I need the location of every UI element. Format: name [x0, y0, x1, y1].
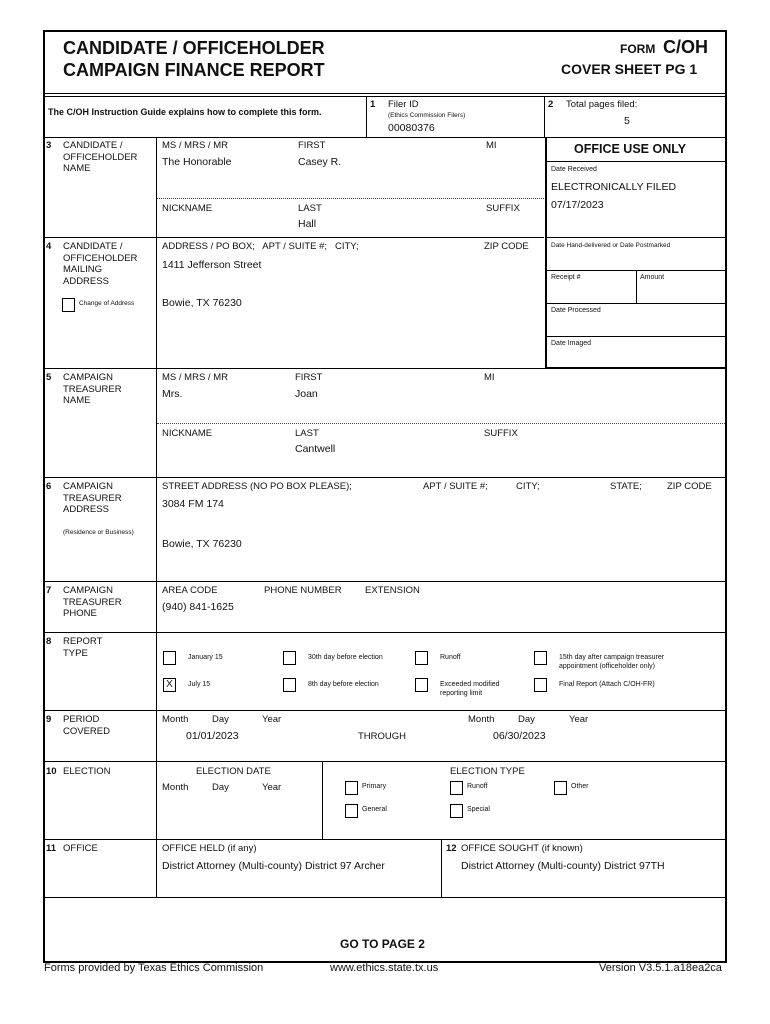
dotted-separator	[157, 423, 725, 424]
filer-col-line	[366, 96, 367, 137]
go-to-page-2: GO TO PAGE 2	[340, 937, 425, 951]
election-label: ELECTION	[63, 766, 111, 777]
section-number: 3	[46, 140, 52, 151]
candidate-last: Hall	[298, 218, 317, 230]
electronically-filed-text: ELECTRONICALLY FILED	[551, 181, 677, 193]
runoff-election-checkbox[interactable]	[450, 781, 463, 795]
mailing-address-label: CANDIDATE / OFFICEHOLDER MAILING ADDRESS	[63, 241, 138, 287]
pages-col-line	[544, 96, 545, 137]
date-received-label: Date Received	[551, 166, 597, 173]
special-label: Special	[467, 806, 490, 813]
residence-business-note: (Residence or Business)	[63, 529, 134, 536]
suffix-label: SUFFIX	[486, 203, 520, 214]
election-col-line	[322, 761, 323, 839]
row-divider	[43, 839, 727, 840]
last-label: LAST	[295, 428, 319, 439]
row-divider	[43, 761, 727, 762]
through-label: THROUGH	[358, 731, 407, 742]
filer-id-value: 00080376	[388, 122, 435, 134]
runoff-report-label: Runoff	[440, 654, 461, 661]
hand-delivered-label: Date Hand-delivered or Date Postmarked	[551, 242, 671, 249]
treasurer-phone-label: CAMPAIGN TREASURER PHONE	[63, 585, 122, 619]
other-label: Other	[571, 783, 589, 790]
candidate-street: 1411 Jefferson Street	[162, 259, 262, 271]
last-label: LAST	[298, 203, 322, 214]
address-label: ADDRESS / PO BOX; APT / SUITE #; CITY;	[162, 241, 359, 252]
year-label: Year	[262, 782, 282, 793]
primary-label: Primary	[362, 783, 387, 790]
extension-label: EXTENSION	[365, 585, 420, 596]
candidate-first: Casey R.	[298, 156, 342, 168]
form-title-line1: CANDIDATE / OFFICEHOLDER	[63, 38, 325, 58]
section-number: 11	[46, 843, 57, 854]
candidate-name-label: CANDIDATE / OFFICEHOLDER NAME	[63, 140, 138, 174]
cover-sheet-label: COVER SHEET PG 1	[561, 61, 698, 77]
office-use-title: OFFICE USE ONLY	[574, 142, 687, 156]
8th-day-label: 8th day before election	[308, 681, 379, 688]
runoff-report-checkbox[interactable]	[415, 651, 428, 665]
treasurer-first: Joan	[295, 388, 318, 400]
first-label: FIRST	[298, 140, 326, 151]
date-imaged-label: Date Imaged	[551, 340, 592, 347]
period-end: 06/30/2023	[493, 730, 546, 742]
section-number: 5	[46, 372, 52, 383]
prefix-label: MS / MRS / MR	[162, 372, 228, 383]
office-label: OFFICE	[63, 843, 98, 854]
amount-label: Amount	[640, 274, 665, 281]
amount-col-line	[636, 270, 637, 303]
treasurer-name-label: CAMPAIGN TREASURER NAME	[63, 372, 122, 406]
label-column-line	[156, 137, 157, 897]
instructions-text: The C/OH Instruction Guide explains how to complete this form.	[48, 107, 322, 117]
election-date-label: ELECTION DATE	[196, 766, 271, 777]
row-divider	[43, 632, 727, 633]
total-pages-label: Total pages filed:	[566, 99, 638, 110]
treasurer-last: Cantwell	[295, 443, 336, 455]
change-of-address-label: Change of Address	[79, 300, 135, 307]
month-label: Month	[162, 714, 189, 725]
final-report-label: Final Report (Attach C/OH-FR)	[559, 681, 655, 688]
general-label: General	[362, 806, 387, 813]
office-divider	[545, 161, 726, 162]
15th-day-label: 15th day after campaign treasurer appointment (officeholder only)	[559, 654, 665, 670]
period-covered-label: PERIOD COVERED	[63, 714, 110, 737]
office-sought-value: District Attorney (Multi-county) District 97TH	[461, 860, 665, 872]
general-checkbox[interactable]	[345, 804, 358, 818]
treasurer-street: 3084 FM 174	[162, 498, 224, 510]
office-sought-label: OFFICE SOUGHT (if known)	[461, 843, 583, 854]
form-code: C/OH	[663, 37, 708, 57]
january-15-label: January 15	[188, 654, 223, 661]
receipt-label: Receipt #	[551, 274, 581, 281]
section-number: 6	[46, 481, 52, 492]
period-start: 01/01/2023	[186, 730, 239, 742]
form-prefix: FORM	[620, 42, 656, 56]
15th-day-checkbox[interactable]	[534, 651, 547, 665]
row-divider	[43, 477, 727, 478]
first-label: FIRST	[295, 372, 323, 383]
zip-label: ZIP CODE	[667, 481, 712, 492]
section-number: 12	[446, 843, 457, 854]
month-label: Month	[468, 714, 495, 725]
phone-number-label: PHONE NUMBER	[264, 585, 342, 596]
july-15-checkbox[interactable]: X	[163, 678, 176, 692]
nickname-label: NICKNAME	[162, 203, 213, 214]
row-divider	[43, 710, 727, 711]
form-title-line2: CAMPAIGN FINANCE REPORT	[63, 60, 325, 80]
suffix-label: SUFFIX	[484, 428, 518, 439]
month-label: Month	[162, 782, 189, 793]
total-pages-value: 5	[624, 115, 630, 127]
section-number: 1	[370, 99, 376, 110]
date-processed-label: Date Processed	[551, 307, 601, 314]
section-number: 2	[548, 99, 554, 110]
footer-url: www.ethics.state.tx.us	[330, 962, 439, 974]
filer-id-sublabel: (Ethics Commission Filers)	[388, 112, 466, 119]
election-type-label: ELECTION TYPE	[450, 766, 525, 777]
treasurer-address-label: CAMPAIGN TREASURER ADDRESS	[63, 481, 122, 515]
section-number: 7	[46, 585, 52, 596]
treasurer-prefix: Mrs.	[162, 388, 183, 400]
row-divider	[43, 581, 727, 582]
office-divider	[545, 303, 726, 304]
section-number: 8	[46, 636, 52, 647]
outer-border-top	[43, 30, 727, 32]
section-number: 9	[46, 714, 52, 725]
header-divider	[43, 93, 727, 94]
state-label: STATE;	[610, 481, 642, 492]
july-15-label: July 15	[188, 681, 211, 688]
footer-source: Forms provided by Texas Ethics Commission	[44, 962, 264, 974]
zip-label: ZIP CODE	[484, 241, 529, 252]
office-col-line	[441, 839, 442, 897]
candidate-prefix: The Honorable	[162, 156, 232, 168]
exceeded-limit-checkbox[interactable]	[415, 678, 428, 692]
change-of-address-checkbox[interactable]	[62, 298, 75, 312]
30th-day-checkbox[interactable]	[283, 651, 296, 665]
january-15-checkbox[interactable]	[163, 651, 176, 665]
section-number: 10	[46, 766, 57, 777]
header-divider-2	[43, 96, 727, 97]
section-number: 4	[46, 241, 52, 252]
city-label: CITY;	[516, 481, 540, 492]
primary-checkbox[interactable]	[345, 781, 358, 795]
area-code-label: AREA CODE	[162, 585, 218, 596]
candidate-city: Bowie, TX 76230	[162, 297, 242, 309]
filer-id-label: Filer ID	[388, 99, 419, 110]
footer-version: Version V3.5.1.a18ea2ca	[599, 962, 722, 974]
row-divider	[43, 237, 544, 238]
mi-label: MI	[486, 140, 497, 151]
year-label: Year	[262, 714, 282, 725]
8th-day-checkbox[interactable]	[283, 678, 296, 692]
special-checkbox[interactable]	[450, 804, 463, 818]
row-divider	[43, 897, 727, 898]
office-divider	[545, 237, 726, 238]
dotted-separator	[157, 198, 544, 199]
day-label: Day	[518, 714, 535, 725]
office-held-value: District Attorney (Multi-county) District 97 Archer	[162, 860, 385, 872]
office-divider	[545, 336, 726, 337]
street-label: STREET ADDRESS (NO PO BOX PLEASE);	[162, 481, 352, 492]
report-type-label: REPORT TYPE	[63, 636, 103, 659]
prefix-label: MS / MRS / MR	[162, 140, 228, 151]
apt-label: APT / SUITE #;	[423, 481, 488, 492]
office-held-label: OFFICE HELD (if any)	[162, 843, 257, 854]
treasurer-phone: (940) 841-1625	[162, 601, 234, 613]
mi-label: MI	[484, 372, 495, 383]
treasurer-city: Bowie, TX 76230	[162, 538, 242, 550]
exceeded-limit-label: Exceeded modified reporting limit	[440, 681, 500, 697]
runoff-election-label: Runoff	[467, 783, 488, 790]
day-label: Day	[212, 714, 229, 725]
day-label: Day	[212, 782, 229, 793]
nickname-label: NICKNAME	[162, 428, 213, 439]
filed-date: 07/17/2023	[551, 199, 604, 211]
outer-border-left	[43, 30, 45, 963]
30th-day-label: 30th day before election	[308, 654, 383, 661]
year-label: Year	[569, 714, 589, 725]
other-checkbox[interactable]	[554, 781, 567, 795]
final-report-checkbox[interactable]	[534, 678, 547, 692]
